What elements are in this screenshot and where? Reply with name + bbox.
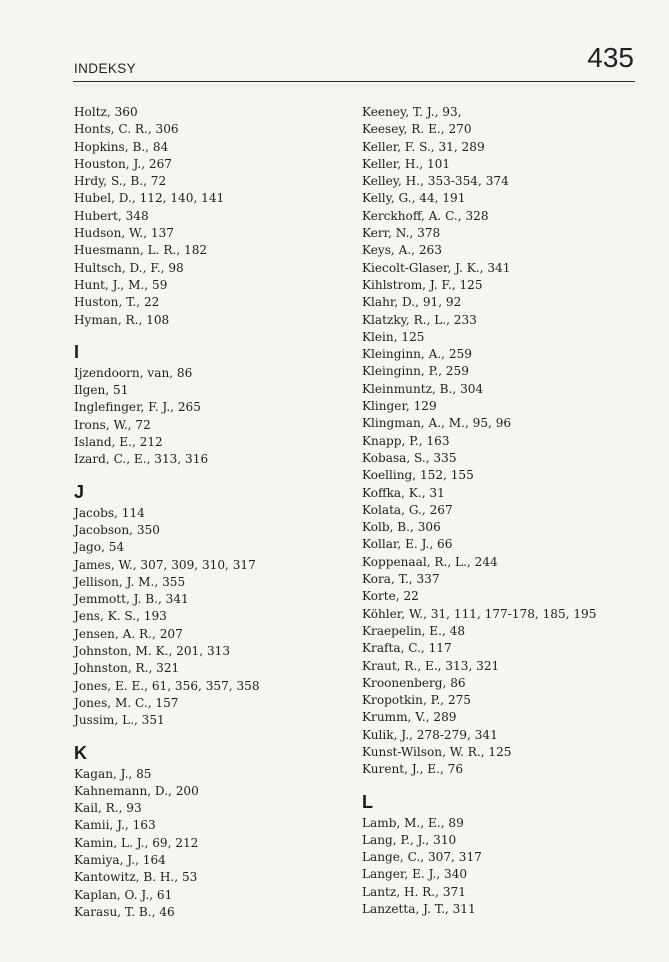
- header-rule: [73, 81, 635, 82]
- index-entry: Krafta, C., 117: [362, 641, 452, 656]
- show-through-line: [74, 85, 634, 86]
- index-entry: Köhler, W., 31, 111, 177-178, 185, 195: [362, 606, 597, 621]
- index-entry: Kagan, J., 85: [74, 766, 152, 781]
- index-entry: Koffka, K., 31: [362, 485, 445, 500]
- index-entry: Lang, P., J., 310: [362, 832, 457, 847]
- index-entry: Kleinginn, A., 259: [362, 347, 472, 362]
- section-letter: K: [74, 742, 87, 763]
- index-entry: Inglefinger, F. J., 265: [74, 400, 201, 415]
- index-entry: Jago, 54: [74, 540, 125, 555]
- index-entry: Kraepelin, E., 48: [362, 623, 466, 638]
- index-entry: Kulik, J., 278-279, 341: [362, 727, 498, 742]
- index-entry: Klinger, 129: [362, 399, 437, 414]
- index-entry: Kolb, B., 306: [362, 520, 441, 535]
- index-entry: Klahr, D., 91, 92: [362, 295, 462, 310]
- index-entry: Lamb, M., E., 89: [362, 815, 464, 830]
- index-entry: Kelley, H., 353-354, 374: [362, 174, 509, 189]
- index-entry: Jemmott, J. B., 341: [74, 592, 189, 607]
- index-entry: Klatzky, R., L., 233: [362, 312, 477, 327]
- section-letter: L: [362, 791, 373, 812]
- index-entry: Kobasa, S., 335: [362, 450, 457, 465]
- index-entry: Kaplan, O. J., 61: [74, 887, 173, 902]
- index-entry: Jacobs, 114: [74, 505, 145, 520]
- index-entry: Huesmann, L. R., 182: [74, 243, 208, 258]
- index-entry: Jellison, J. M., 355: [74, 574, 186, 589]
- index-entry: Kamiya, J., 164: [74, 852, 166, 867]
- index-entry: Kurent, J., E., 76: [362, 762, 464, 777]
- index-entry: Kamii, J., 163: [74, 818, 156, 833]
- index-entry: Keys, A., 263: [362, 243, 442, 258]
- index-entry: Jacobson, 350: [74, 522, 160, 537]
- index-entry: Kleinginn, P., 259: [362, 364, 469, 379]
- index-entry: Hunt, J., M., 59: [74, 277, 168, 292]
- index-entry: Kropotkin, P., 275: [362, 693, 471, 708]
- section-letter: I: [74, 341, 80, 362]
- index-entry: Jones, E. E., 61, 356, 357, 358: [74, 678, 260, 693]
- index-entry: Kroonenberg, 86: [362, 675, 466, 690]
- index-entry: Ijzendoorn, van, 86: [74, 365, 193, 380]
- index-entry: Ilgen, 51: [74, 383, 129, 398]
- index-entry: Kollar, E. J., 66: [362, 537, 453, 552]
- index-entry: Keesey, R. E., 270: [362, 122, 472, 137]
- index-column-right: [362, 104, 617, 918]
- index-entry: Hyman, R., 108: [74, 312, 170, 327]
- index-entry: Izard, C., E., 313, 316: [74, 452, 209, 467]
- index-entry: Kleinmuntz, B., 304: [362, 381, 484, 396]
- index-entry: Kantowitz, B. H., 53: [74, 870, 198, 885]
- index-entry: Kerckhoff, A. C., 328: [362, 208, 489, 223]
- index-entry: Huston, T., 22: [74, 295, 160, 310]
- index-entry: Kolata, G., 267: [362, 502, 453, 517]
- index-entry: Lanzetta, J. T., 311: [362, 902, 476, 917]
- index-entry: Karasu, T. B., 46: [74, 904, 175, 919]
- index-entry: Jensen, A. R., 207: [74, 626, 183, 641]
- index-entry: Keeney, T. J., 93,: [362, 105, 462, 119]
- index-entry: Kora, T., 337: [362, 572, 440, 587]
- index-entry: Hrdy, S., B., 72: [74, 174, 167, 189]
- index-entry: Kail, R., 93: [74, 801, 142, 816]
- index-entry: Kerr, N., 378: [362, 226, 441, 241]
- index-entry: Koppenaal, R., L., 244: [362, 554, 498, 569]
- index-entry: Hubel, D., 112, 140, 141: [74, 191, 225, 206]
- index-entry: Hudson, W., 137: [74, 226, 174, 241]
- index-entry: Irons, W., 72: [74, 417, 151, 432]
- index-column-left: [74, 104, 329, 921]
- index-entry: Knapp, P., 163: [362, 433, 450, 448]
- index-entry: Johnston, R., 321: [74, 661, 180, 676]
- index-entry: Hultsch, D., F., 98: [74, 260, 184, 275]
- index-entry: Kiecolt-Glaser, J. K., 341: [362, 260, 511, 275]
- index-entry: Island, E., 212: [74, 435, 163, 450]
- index-entry: Lantz, H. R., 371: [362, 884, 466, 899]
- index-entry: Lange, C., 307, 317: [362, 850, 482, 865]
- index-entry: Kunst-Wilson, W. R., 125: [362, 744, 512, 759]
- running-header: INDEKSY: [74, 61, 137, 76]
- index-entry: Kahnemann, D., 200: [74, 783, 199, 798]
- index-entry: Korte, 22: [362, 589, 419, 604]
- index-entry: Jens, K. S., 193: [74, 609, 167, 624]
- index-entry: Klein, 125: [362, 329, 425, 344]
- index-entry: Honts, C. R., 306: [74, 122, 179, 137]
- page-number: 435: [587, 42, 634, 73]
- index-entry: Langer, E. J., 340: [362, 867, 468, 882]
- section-letter: J: [74, 481, 85, 502]
- index-entry: Koelling, 152, 155: [362, 468, 474, 483]
- index-entry: Houston, J., 267: [74, 156, 172, 171]
- index-entry: Kraut, R., E., 313, 321: [362, 658, 500, 673]
- index-entry: Jussim, L., 351: [74, 713, 165, 728]
- index-entry: Jones, M. C., 157: [74, 695, 179, 710]
- index-entry: Holtz, 360: [74, 105, 138, 119]
- index-entry: Hubert, 348: [74, 208, 149, 223]
- index-entry: James, W., 307, 309, 310, 317: [74, 557, 256, 572]
- index-entry: Keller, F. S., 31, 289: [362, 139, 485, 154]
- index-entry: Keller, H., 101: [362, 156, 451, 171]
- index-entry: Hopkins, B., 84: [74, 139, 169, 154]
- index-entry: Kamin, L. J., 69, 212: [74, 835, 199, 850]
- index-entry: Klingman, A., M., 95, 96: [362, 416, 512, 431]
- index-entry: Kelly, G., 44, 191: [362, 191, 466, 206]
- index-entry: Krumm, V., 289: [362, 710, 457, 725]
- index-entry: Kihlstrom, J. F., 125: [362, 277, 483, 292]
- index-entry: Johnston, M. K., 201, 313: [74, 644, 231, 659]
